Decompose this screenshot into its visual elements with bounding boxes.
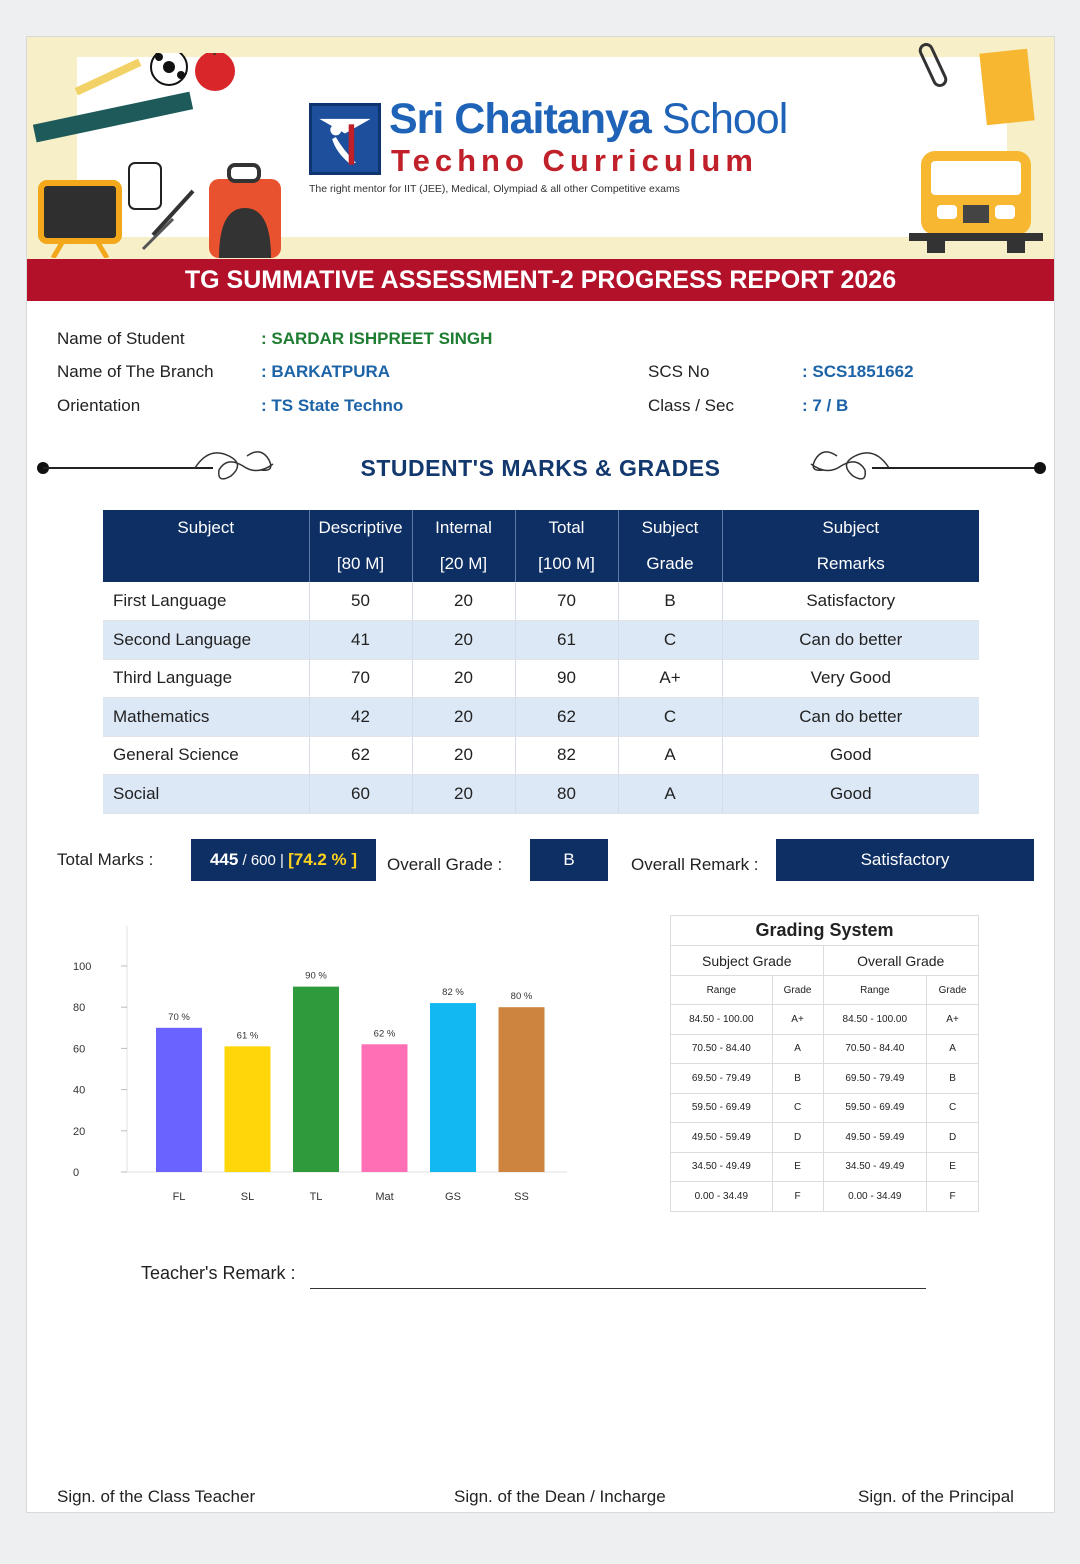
- tagline: The right mentor for IIT (JEE), Medical, Olympiad & all other Competitive exams: [309, 183, 680, 195]
- overall-grade-value: B: [530, 839, 608, 881]
- cell-grade: A: [618, 775, 722, 814]
- cell-descriptive: 60: [309, 775, 412, 814]
- cell-subject: Second Language: [103, 621, 309, 660]
- cell-grade: C: [618, 621, 722, 660]
- header-banner: [27, 37, 1054, 259]
- class-label: Class / Sec: [648, 396, 734, 415]
- cell-internal: 20: [412, 582, 515, 621]
- grading-cell: 84.50 - 100.00: [671, 1005, 773, 1035]
- cell-internal: 20: [412, 659, 515, 698]
- subject-grade-header: Subject Grade: [671, 946, 824, 976]
- grading-cell: 0.00 - 34.49: [671, 1182, 773, 1212]
- col-subheader-total: [100 M]: [515, 546, 618, 582]
- cell-descriptive: 70: [309, 659, 412, 698]
- grading-cell: A+: [927, 1005, 979, 1035]
- scs-value: : SCS1851662: [802, 362, 914, 381]
- grading-cell: C: [772, 1093, 823, 1123]
- school-items-illustration: [33, 53, 293, 258]
- chart-bar-sl: [225, 1046, 271, 1172]
- y-tick-label: 20: [73, 1125, 86, 1138]
- bus-illustration: [887, 43, 1054, 253]
- overall-grade-label: Overall Grade :: [387, 855, 503, 874]
- cell-remarks: Good: [722, 775, 979, 814]
- grading-cell: 49.50 - 59.49: [823, 1123, 927, 1153]
- grading-row: [671, 1093, 979, 1123]
- table-row: [103, 736, 979, 775]
- table-row: [103, 775, 979, 814]
- school-name: [389, 95, 787, 144]
- cell-descriptive: 50: [309, 582, 412, 621]
- chart-bar-mat: [362, 1044, 408, 1172]
- report-title: TG SUMMATIVE ASSESSMENT-2 PROGRESS REPORT 2026: [27, 259, 1054, 301]
- divider-right: [872, 467, 1040, 469]
- orientation-value: : TS State Techno: [261, 396, 404, 415]
- bar-data-label: 61 %: [236, 1030, 259, 1042]
- chart-bar-ss: [499, 1007, 545, 1172]
- grading-cell: 59.50 - 69.49: [823, 1093, 927, 1123]
- grading-cell: A: [772, 1034, 823, 1064]
- grading-cell: 69.50 - 79.49: [671, 1064, 773, 1094]
- bar-data-label: 90 %: [305, 970, 327, 982]
- school-name-bold: Sri Chaitanya: [389, 95, 651, 143]
- range-header: Range: [823, 976, 927, 1005]
- cell-total: 62: [515, 698, 618, 737]
- x-category-label: SS: [514, 1191, 529, 1203]
- y-tick-label: 60: [73, 1043, 86, 1056]
- cell-remarks: Satisfactory: [722, 582, 979, 621]
- marks-table: [103, 510, 979, 814]
- cell-total: 61: [515, 621, 618, 660]
- grading-cell: C: [927, 1093, 979, 1123]
- grading-cell: F: [772, 1182, 823, 1212]
- chart-bar-fl: [156, 1028, 202, 1172]
- cell-grade: C: [618, 698, 722, 737]
- cell-grade: A+: [618, 659, 722, 698]
- cell-subject: Third Language: [103, 659, 309, 698]
- divider-dot-right: [1034, 462, 1046, 474]
- cell-remarks: Can do better: [722, 698, 979, 737]
- grading-cell: 84.50 - 100.00: [823, 1005, 927, 1035]
- school-name-light: School: [650, 95, 788, 143]
- chart-bar-tl: [293, 987, 339, 1172]
- total-marks-box: [191, 839, 376, 881]
- sign-class-teacher: Sign. of the Class Teacher: [57, 1487, 256, 1506]
- x-category-label: TL: [309, 1191, 323, 1203]
- table-row: [103, 659, 979, 698]
- cell-subject: Social: [103, 775, 309, 814]
- cell-grade: A: [618, 736, 722, 775]
- overall-remark-label: Overall Remark :: [631, 855, 759, 874]
- cell-internal: 20: [412, 775, 515, 814]
- col-subheader-descriptive: [80 M]: [309, 546, 412, 582]
- y-tick-label: 0: [73, 1167, 80, 1179]
- sign-principal: Sign. of the Principal: [858, 1487, 1014, 1506]
- report-card: [26, 36, 1055, 1513]
- orientation-label: Orientation: [57, 396, 141, 415]
- branch-value: : BARKATPURA: [261, 362, 391, 381]
- grading-cell: A: [927, 1034, 979, 1064]
- grading-row: [671, 1182, 979, 1212]
- grading-cell: 34.50 - 49.49: [671, 1152, 773, 1182]
- chart-bar-gs: [430, 1003, 476, 1172]
- bar-data-label: 82 %: [442, 987, 464, 999]
- grading-cell: 59.50 - 69.49: [671, 1093, 773, 1123]
- cell-total: 80: [515, 775, 618, 814]
- branch-label: Name of The Branch: [57, 362, 214, 381]
- y-tick-label: 100: [73, 961, 92, 973]
- grading-cell: 70.50 - 84.40: [671, 1034, 773, 1064]
- cell-remarks: Good: [722, 736, 979, 775]
- cell-descriptive: 41: [309, 621, 412, 660]
- grading-row: [671, 1064, 979, 1094]
- cell-total: 90: [515, 659, 618, 698]
- overall-grade-header: Overall Grade: [823, 946, 979, 976]
- x-category-label: GS: [445, 1191, 461, 1203]
- col-subheader-grade: Grade: [618, 546, 722, 582]
- cell-remarks: Very Good: [722, 659, 979, 698]
- teacher-remark-line: [310, 1288, 926, 1289]
- grading-cell: A+: [772, 1005, 823, 1035]
- cell-remarks: Can do better: [722, 621, 979, 660]
- student-name-label: Name of Student: [57, 329, 185, 348]
- total-marks-out-of: / 600 |: [238, 852, 289, 869]
- grading-cell: 70.50 - 84.40: [823, 1034, 927, 1064]
- grading-row: [671, 1123, 979, 1153]
- bar-data-label: 70 %: [168, 1011, 190, 1023]
- cell-internal: 20: [412, 621, 515, 660]
- teacher-remark-label: Teacher's Remark :: [141, 1263, 296, 1283]
- grading-row: [671, 1034, 979, 1064]
- x-category-label: FL: [172, 1191, 186, 1203]
- grade-header: Grade: [927, 976, 979, 1005]
- grading-cell: B: [772, 1064, 823, 1094]
- marks-bar-chart: [67, 925, 587, 1215]
- total-percent: [74.2 % ]: [288, 850, 358, 869]
- cell-total: 82: [515, 736, 618, 775]
- scs-label: SCS No: [648, 362, 710, 381]
- col-header-internal: Internal: [412, 510, 515, 546]
- y-tick-label: 40: [73, 1084, 86, 1097]
- sign-dean: Sign. of the Dean / Incharge: [454, 1487, 666, 1506]
- total-marks-value: 445: [209, 850, 239, 869]
- table-row: [103, 698, 979, 737]
- total-marks-label: Total Marks :: [57, 850, 154, 869]
- col-header-grade: Subject: [618, 510, 722, 546]
- grading-cell: B: [927, 1064, 979, 1094]
- cell-descriptive: 42: [309, 698, 412, 737]
- col-header-descriptive: Descriptive: [309, 510, 412, 546]
- grade-header: Grade: [772, 976, 823, 1005]
- cell-internal: 20: [412, 736, 515, 775]
- bar-data-label: 80 %: [510, 991, 533, 1003]
- col-header-total: Total: [515, 510, 618, 546]
- class-value: : 7 / B: [802, 396, 849, 415]
- grading-cell: 34.50 - 49.49: [823, 1152, 927, 1182]
- grading-title: Grading System: [671, 916, 979, 946]
- x-category-label: SL: [240, 1191, 255, 1203]
- col-header-remarks: Subject: [722, 510, 979, 546]
- grading-cell: D: [927, 1123, 979, 1153]
- table-row: [103, 621, 979, 660]
- col-subheader-internal: [20 M]: [412, 546, 515, 582]
- col-header-subject: Subject: [103, 510, 309, 546]
- school-logo: [309, 103, 381, 175]
- bar-data-label: 62 %: [373, 1028, 396, 1040]
- col-subheader-remarks: Remarks: [722, 546, 979, 582]
- cell-descriptive: 62: [309, 736, 412, 775]
- grading-cell: E: [772, 1152, 823, 1182]
- table-row: [103, 582, 979, 621]
- cell-subject: General Science: [103, 736, 309, 775]
- grading-cell: E: [927, 1152, 979, 1182]
- cell-total: 70: [515, 582, 618, 621]
- grading-cell: 49.50 - 59.49: [671, 1123, 773, 1153]
- student-name-value: : SARDAR ISHPREET SINGH: [261, 329, 493, 348]
- cell-grade: B: [618, 582, 722, 621]
- x-category-label: Mat: [375, 1191, 394, 1203]
- y-tick-label: 80: [73, 1002, 86, 1015]
- range-header: Range: [671, 976, 773, 1005]
- grading-cell: D: [772, 1123, 823, 1153]
- section-title: STUDENT'S MARKS & GRADES: [360, 455, 721, 481]
- curriculum-name: Techno Curriculum: [391, 143, 758, 178]
- grading-system-table: [670, 915, 979, 1212]
- col-subheader-subject: [103, 546, 309, 582]
- grading-row: [671, 1005, 979, 1035]
- grading-row: [671, 1152, 979, 1182]
- cell-internal: 20: [412, 698, 515, 737]
- grading-cell: 0.00 - 34.49: [823, 1182, 927, 1212]
- grading-cell: 69.50 - 79.49: [823, 1064, 927, 1094]
- cell-subject: First Language: [103, 582, 309, 621]
- overall-remark-value: Satisfactory: [776, 839, 1034, 881]
- grading-cell: F: [927, 1182, 979, 1212]
- cell-subject: Mathematics: [103, 698, 309, 737]
